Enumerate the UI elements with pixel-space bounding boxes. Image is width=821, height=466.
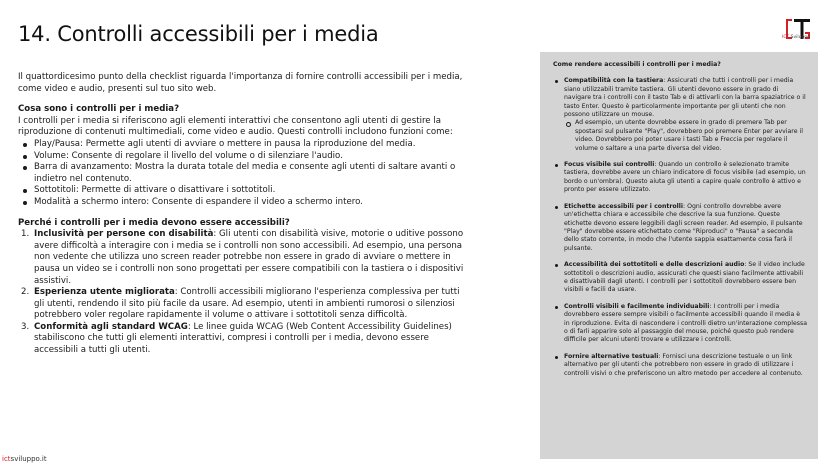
list-item: Volume: Consente di regolare il livello del volume o di silenziare l'audio.	[18, 151, 464, 163]
list-item: Sottotitoli: Permette di attivare o disattivare i sottotitoli.	[18, 185, 464, 197]
logo-wordmark: ICT Sviluppo	[782, 35, 810, 40]
features-list	[18, 139, 464, 209]
section-heading: Perché i controlli per i media devono essere accessibili?	[18, 217, 290, 228]
list-item: Etichette accessibili per i controlli: Ogni controllo dovrebbe avere un'etichetta chiara e accessibile che descrive la sua funzione. Queste etichette devono essere leggibili dagli screen reader. Ad esempio, il pulsante "Play" dovrebbe essere etichettato come "Riproduci" o "Pausa" a seconda dello stato corrente, in modo che l'utente sappia esattamente cosa farà il pulsante.	[553, 203, 807, 253]
list-item: Play/Pausa: Permette agli utenti di avviare o mettere in pausa la riproduzione del media.	[18, 139, 464, 151]
list-item: Controlli visibili e facilmente individuabili: I controlli per i media dovrebbero essere sempre visibili o facilmente accessibili quando il media è in riproduzione. Evita di nascondere i controlli dietro un'interazione complessa o di farli apparire solo al passaggio del mouse, poiché questo può rendere difficile per alcuni utenti trovare e utilizzare i controlli.	[553, 303, 807, 345]
panel-title: Come rendere accessibili i controlli per i media?	[553, 61, 721, 68]
list-item: Compatibilità con la tastiera: Assicurati che tutti i controlli per i media siano utilizzabili tramite tastiera. Gli utenti devono essere in grado di navigare tra i controlli con il tasto Tab e di attivarli con la barra spaziatrice o il tasto Enter. Questo è particolarmente importante per gli utenti che non possono utilizzare un mouse. Ad esempio, un utente dovrebbe essere in grado di premere Tab per spostarsi sul pulsante "Play", dovrebbero poi premere Enter per avviare il video. Dovrebbero poi poter usare i tasti Tab e Freccia per regolare il volume o saltare a una parte diversa del video.	[553, 77, 807, 153]
sub-list-item: Ad esempio, un utente dovrebbe essere in grado di premere Tab per spostarsi sul pulsante "Play", dovrebbero poi premere Enter per avviare il video. Dovrebbero poi poter usare i tasti Tab e Freccia per regolare il volume o saltare a una parte diversa del video.	[564, 119, 807, 153]
main-content	[18, 72, 464, 357]
list-item: 1. Inclusività per persone con disabilità: Gli utenti con disabilità visive, motorie o uditive possono avere difficoltà a interagire con i media se i controlli non sono accessibili. Ad esempio, una persona non vedente che utilizza uno screen reader potrebbe non essere in grado di avviare o mettere in pausa un video se i controlli non sono progettati per essere compatibili con la tastiera o i dispositivi assistivi.	[21, 229, 464, 286]
reasons-list	[18, 229, 464, 357]
sub-list	[564, 119, 807, 153]
section-heading: Cosa sono i controlli per i media?	[18, 104, 180, 115]
list-item: 2. Esperienza utente migliorata: Controlli accessibili migliorano l'esperienza complessiva per tutti gli utenti, rendendo il sito più facile da usare. Ad esempio, utenti in ambienti rumorosi o silenziosi potrebbero voler regolare rapidamente il volume o attivare i sottotitoli senza difficoltà.	[21, 287, 460, 321]
panel-list	[553, 77, 807, 378]
list-item: Focus visibile sui controlli: Quando un controllo è selezionato tramite tastiera, dovrebbe avere un chiaro indicatore di focus visibile (ad esempio, un bordo o un'ombra). Questo aiuta gli utenti a capire quale controllo è attivo e pronto per essere utilizzato.	[553, 161, 807, 195]
list-item: 3. Conformità agli standard WCAG: Le linee guida WCAG (Web Content Accessibility Guidelines) stabiliscono che tutti gli elementi interattivi, compresi i controlli per i media, devono essere accessibili a tutti gli utenti.	[21, 321, 452, 356]
list-item: Modalità a schermo intero: Consente di espandere il video a schermo intero.	[18, 197, 464, 209]
side-panel	[540, 52, 818, 459]
list-item: Accessibilità dei sottotitoli e delle descrizioni audio: Se il video include sottotitoli o descrizioni audio, assicurati che questi siano facilmente attivabili e disattivabili dagli utenti. I controlli per i sottotitoli dovrebbero essere ben visibili e facili da usare.	[553, 261, 807, 295]
section-text: I controlli per i media si riferiscono agli elementi interattivi che consentono agli utenti di gestire la riproduzione di contenuti multimediali, come video e audio. Questi controlli includono funzioni come:	[18, 115, 453, 138]
list-item: Fornire alternative testuali: Fornisci una descrizione testuale o un link alternativo per gli utenti che potrebbero non essere in grado di utilizzare i controlli visivi o che preferiscono un altro metodo per accedere al contenuto.	[553, 353, 807, 378]
list-item: Barra di avanzamento: Mostra la durata totale del media e consente agli utenti di saltare avanti o indietro nel contenuto.	[18, 162, 464, 185]
footer-url: ictsviluppo.it	[2, 455, 47, 463]
page-title: 14. Controlli accessibili per i media	[18, 22, 379, 46]
intro-text: Il quattordicesimo punto della checklist riguarda l'importanza di fornire controlli accessibili per i media, come video e audio, presenti sul tuo sito web.	[18, 72, 463, 94]
